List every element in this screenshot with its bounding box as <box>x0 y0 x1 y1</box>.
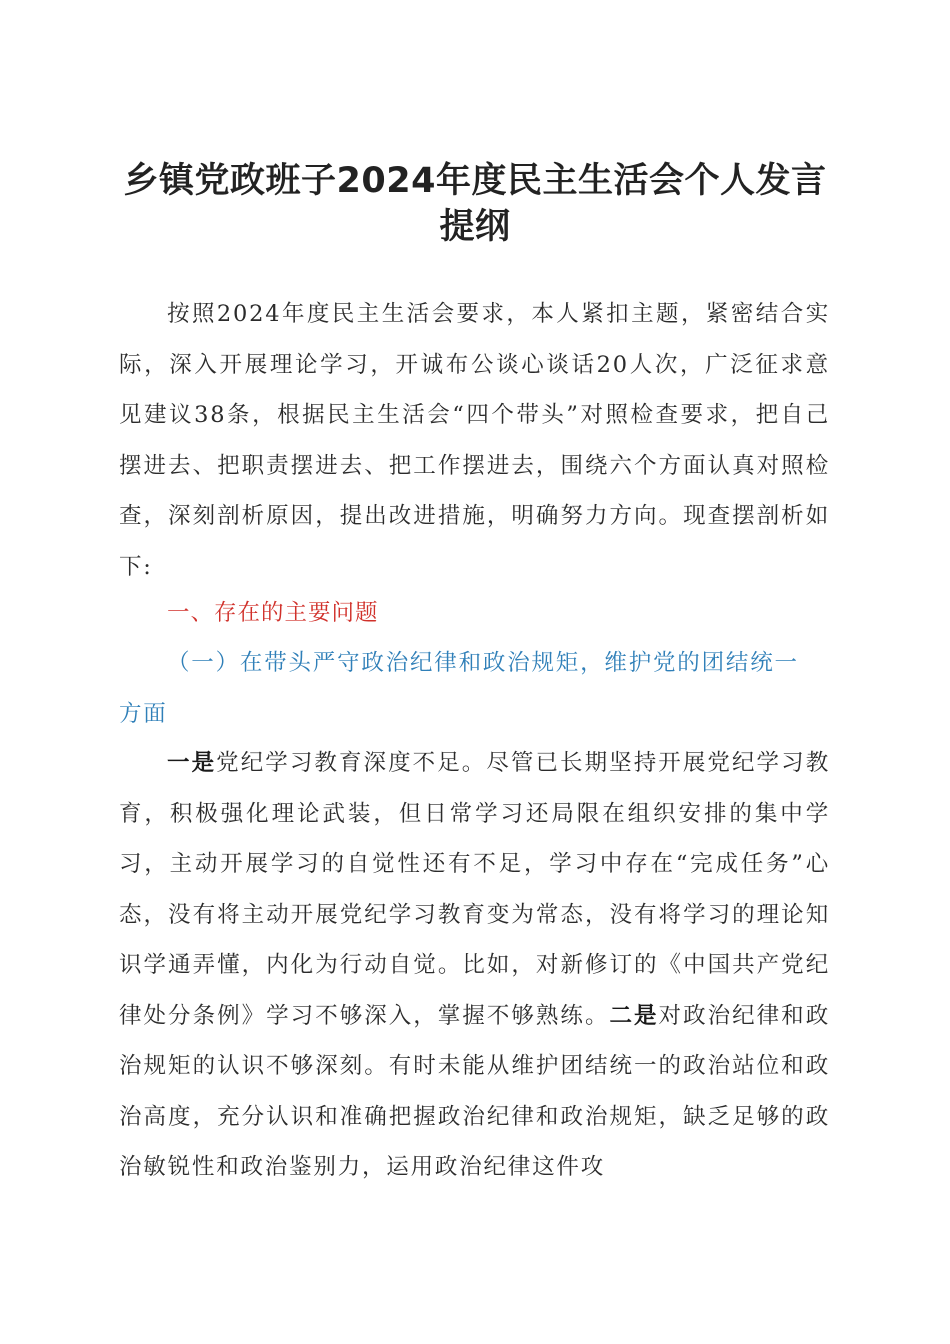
point-lead-1: 一是 <box>167 750 217 776</box>
point-text-1: 党纪学习教育深度不足。尽管已长期坚持开展党纪学习教育，积极强化理论武装，但日常学习还局限在组织安排的集中学习，主动开展学习的自觉性还有不足，学习中存在“完成任务”心态，没有将主动开展党纪学习教育变为常态，没有将学习的理论知识学通弄懂，内化为行动自觉。比如，对新修订的《中国共产党纪律处分条例》学习不够深入，掌握不够熟练。 <box>119 750 830 1029</box>
section-heading: 一、存在的主要问题 <box>167 600 379 626</box>
subsection-heading: （一）在带头严守政治纪律和政治规矩，维护党的团结统一方面 <box>119 650 799 727</box>
body-paragraph <box>119 738 830 1193</box>
intro-paragraph: 按照2024年度民主生活会要求，本人紧扣主题，紧密结合实际，深入开展理论学习，开诚布公谈心谈话20人次，广泛征求意见建议38条，根据民主生活会“四个带头”对照检查要求，把自己摆进去、把职责摆进去、把工作摆进去，围绕六个方面认真对照检查，深刻剖析原因，提出改进措施，明确努力方向。现查摆剖析如下: <box>119 301 830 580</box>
point-text-2: 对政治纪律和政治规矩的认识不够深刻。有时未能从维护团结统一的政治站位和政治高度，充分认识和准确把握政治纪律和政治规矩，缺乏足够的政治敏锐性和政治鉴别力，运用政治纪律这件攻 <box>119 1002 830 1180</box>
point-lead-2: 二是 <box>609 1002 659 1029</box>
document-title: 乡镇党政班子2024年度民主生活会个人发言提纲 <box>123 161 827 247</box>
